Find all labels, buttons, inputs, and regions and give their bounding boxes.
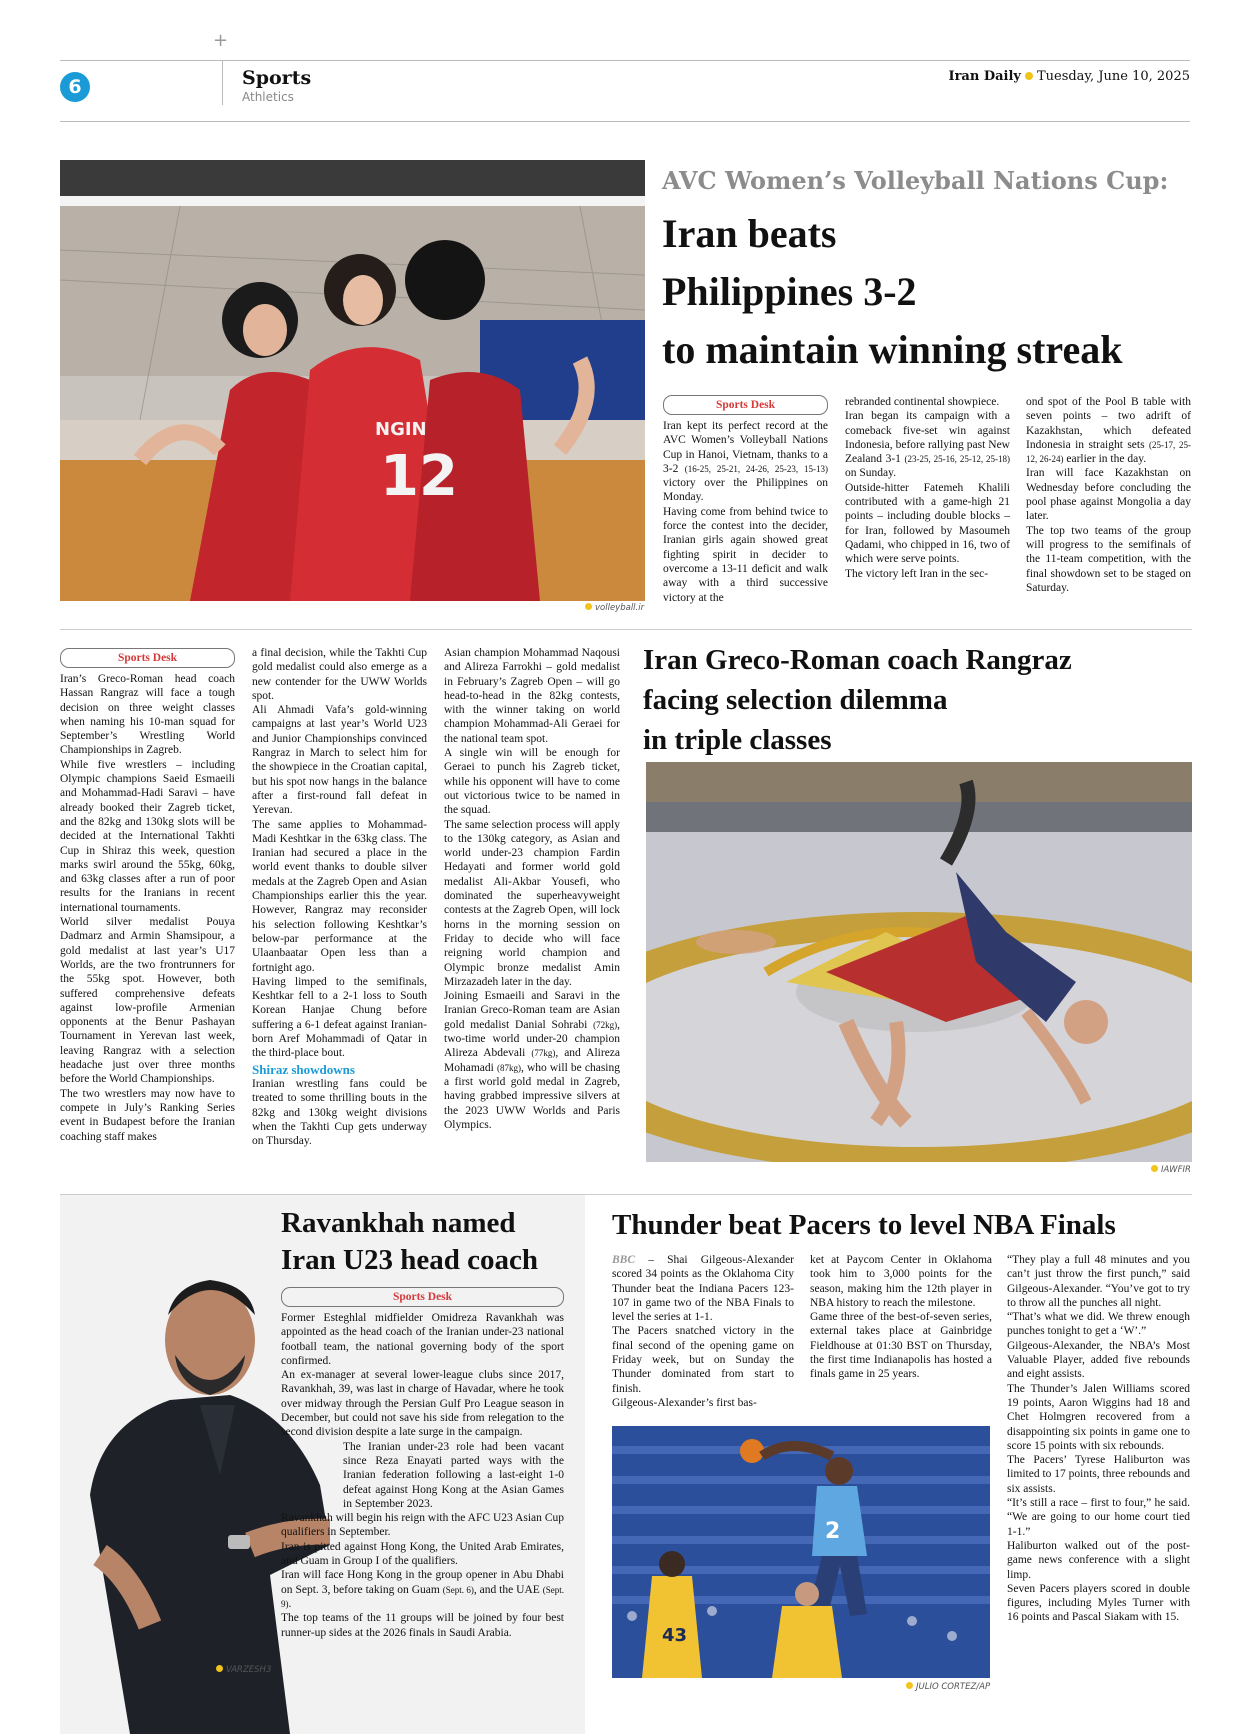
volleyball-column-1: Sports Desk Iran kept its perfect record at the AVC Women’s Volleyball Nations Cup in Hanoi, Vietnam, thanks to a 3-2 (16-25, 25-21, 24-26, 25-23, 15-13) victory over the Philippines on Monday. Having come from behind twice to force the contest into the decider, Iranian girls again showed great fighting spirit in decider to overcome a 13-11 deficit and walk away with a third successive victory at the	[663, 395, 828, 605]
wrestling-column-3: Asian champion Mohammad Naqousi and Alireza Farrokhi – gold medalist in February’s Zagreb Open – will go head-to-head in the 82kg contests, with the winner taking on world champion Mohammad-Ali Geraei for the national team spot. A single win will be enough for Geraei to punch his Zagreb ticket, while his opponent will have to come out victorious twice to be named in the squad. The same selection process will apply to the 130kg category, as Asian and world under-23 champion Fardin Hedayati and former world gold medalist Ali-Akbar Yousefi, who dominated the superheavyweight contests at the Zagreb Open, will lock horns in the morning session on Friday to decide who will face reigning world champion and Olympic bronze medalist Amin Mirzazadeh later in the day. Joining Esmaeili and Saravi in the Iranian Greco-Roman team are Asian gold medalist Danial Sohrabi (72kg), two-time world under-20 champion Alireza Abdevali (77kg), and Alireza Mohamadi (87kg), who will be chasing a first world gold medal in Zagreb, having grabbed impressive silvers at the 2023 UWW Worlds and Paris Olympics.	[444, 647, 621, 1131]
wrestling-column-1: Sports Desk Iran’s Greco-Roman head coach Hassan Rangraz will face a tough decision on three weight classes when naming his 10-man squad for September’s Wrestling World Championships in Zagreb. While five wrestlers – including Olympic champions Saeid Esmaeili and Mohammad-Hadi Saravi – have already booked their Zagreb ticket, and the 82kg and 130kg slots will be decided at the International Takhti Cup in Shiraz this week, question marks swirl around the 55kg, 60kg, and 63kg classes after a run of poor results for the Iranians in recent international tournaments. World silver medalist Pouya Dadmarz and Armin Shamsipour, a gold medalist at last year’s U17 Worlds, are the two frontrunners for the 55kg spot. However, both suffered comprehensive defeats against low-profile Armenian opponents at the Benur Pashayan Tournament in Yerevan last week, leaving Rangraz with a selection headache just over three months before the World Championships. The two wrestlers may now have to compete in July’s Ranking Series event in Budapest before the Iranian coaching staff makes	[60, 648, 235, 1144]
wrestling-headline	[643, 640, 1193, 760]
nba-ind-jersey-number: 43	[662, 1625, 688, 1646]
wrestling-column-2: a final decision, while the Takhti Cup gold medalist could also emerge as a new contender for the UWW Worlds spot. Ali Ahmadi Vafa’s gold-winning campaigns at last year’s World U23 and Junior Championships convinced Rangraz in March to select him for the showpiece in the Croatian capital, but his spot now hangs in the balance after a first-round fall defeat in Yerevan. The same applies to Mohammad-Madi Keshtkar in the 63kg class. The Iranian had secured a place in the world event thanks to double silver medals at the Zagreb Open and Asian Championships earlier this the year. However, Rangraz may reconsider his selection following Keshtkar’s below-par performance at the Ulaanbaatar Open less than a fortnight ago. Having limped to the semifinals, Keshtkar fell to a 2-1 loss to South Korean Hanjae Chung before suffering a 6-1 defeat against Iranian-born Aref Mohammadi of Qatar in the third-place bout. Shiraz showdowns Iranian wrestling fans could be treated to some thrilling bouts in the 82kg and 130kg weight divisions when the Takhti Cup gets underway on Thursday.	[252, 647, 427, 1148]
header-bottom-rule	[60, 121, 1190, 122]
nba-column-3: “They play a full 48 minutes and you can’t just throw the first punch,” said Gilgeous-Alexander. “You’ve got to try to throw all the punches all night. “That’s what we did. We threw enough punches tonight to get a ‘W’.” Gilgeous-Alexander, the NBA’s Most Valuable Player, added five rebounds and eight assists. The Thunder’s Jalen Williams scored 19 points, Aaron Wiggins had 18 and Chet Holmgren recovered from a disappointing six points in game one to score 15 points with six rebounds. The Pacers’ Tyrese Haliburton was limited to 17 points, three rebounds and six assists. “It’s still a race – first to four,” he said. “We are going to our home court tied 1-1.” Haliburton walked out of the post-game news conference with a slight limp. Seven Pacers players scored in double figures, including Myles Turner with 16 points and Pascal Siakam with 15.	[1007, 1254, 1191, 1624]
volleyball-column-2: rebranded continental showpiece. Iran began its campaign with a comeback five-set win against Indonesia, before rallying past New Zealand 3-1 (23-25, 25-16, 25-12, 25-18) on Sunday. Outside-hitter Fatemeh Khalili contributed with a game-high 21 points – including double blocks – for Iran, followed by Masoumeh Qadami, who chipped in 16, two of which were serve points. The victory left Iran in the sec-	[845, 396, 1010, 580]
headline-line: Philippines 3-2	[662, 269, 917, 314]
subsection-title: Athletics	[242, 90, 294, 104]
plus-mark: +	[213, 30, 229, 51]
nba-column-1: BBC – Shai Gilgeous-Alexander scored 34 points as the Oklahoma City Thunder beat the Indiana Pacers 123-107 in game two of the NBA Finals to level the series at 1-1. The Pacers snatched victory in the final second of the opening game on Friday week, but on Sunday the Thunder dominated from start to finish. Gilgeous-Alexander’s first bas-	[612, 1254, 794, 1409]
nba-photo	[612, 1426, 990, 1678]
ravankhah-photo-credit: VARZESH3	[216, 1665, 271, 1675]
desk-byline: Sports Desk	[60, 648, 235, 668]
volleyball-jersey-number: 12	[380, 444, 458, 509]
page-number: 6	[60, 72, 90, 102]
volleyball-photo	[60, 160, 645, 601]
section-title: Sports	[242, 67, 312, 89]
ravankhah-body: Sports Desk Former Esteghlal midfielder Omidreza Ravankhah was appointed as the head coach of the Iranian under-23 national football team, the national governing body of the sport confirmed. An ex-manager at several lower-league clubs since 2017, Ravankhah, 39, was last in charge of Havadar, where he took over midway through the Persian Gulf Pro League season in December, but could not save his side from relegation to the second division despite a late surge in the campaign. The Iranian under-23 role had been vacant since Reza Enayati parted ways with the Iranian federation following a last-eight 1-0 defeat against Hong Kong at the Asian Games in September 2023. Ravankhah will begin his reign with the AFC U23 Asian Cup qualifiers in September. Iran is pitted against Hong Kong, the United Arab Emirates, and Guam in Group I of the qualifiers. Iran will face Hong Kong in the group opener in Abu Dhabi on Sept. 3, before taking on Guam (Sept. 6), and the UAE (Sept. 9). The top teams of the 11 groups will be joined by four best runner-up sides at the 2026 finals in Saudi Arabia.	[281, 1287, 564, 1640]
header-divider	[222, 60, 223, 105]
nba-source: BBC	[612, 1254, 636, 1266]
headline-line: in triple classes	[643, 724, 832, 756]
volleyball-jersey-name: NGIN	[375, 419, 427, 440]
volleyball-column-3: ond spot of the Pool B table with seven points – two adrift of Kazakhstan, which defeated Indonesia in straight sets (25-17, 25-12, 26-24) earlier in the day. Iran will face Kazakhstan on Wednesday before concluding the pool phase against Mongolia a day later. The top two teams of the group will progress to the semifinals of the 11-team competition, with the final showdown set to be staged on Saturday.	[1026, 396, 1191, 594]
masthead	[948, 69, 1190, 84]
wrestling-subhead: Shiraz showdowns	[252, 1061, 355, 1077]
headline-line: Iran beats	[662, 211, 837, 256]
headline-line: to maintain winning streak	[662, 327, 1123, 372]
ravankhah-headline	[281, 1205, 581, 1279]
wrestling-photo-credit: IAWFIR	[1151, 1165, 1191, 1175]
issue-date: Tuesday, June 10, 2025	[1036, 69, 1190, 84]
wrestling-photo	[646, 762, 1192, 1162]
nba-photo-credit: JULIO CORTEZ/AP	[906, 1682, 990, 1692]
publication-name: Iran Daily	[948, 69, 1021, 84]
headline-line: Iran Greco-Roman coach Rangraz	[643, 644, 1072, 676]
volleyball-photo-credit: volleyball.ir	[585, 603, 644, 613]
desk-byline: Sports Desk	[663, 395, 828, 415]
divider	[60, 629, 1192, 630]
desk-byline: Sports Desk	[281, 1287, 564, 1307]
dot-separator	[1025, 72, 1033, 80]
nba-okc-jersey-number: 2	[825, 1519, 841, 1544]
nba-column-2: ket at Paycom Center in Oklahoma took him to 3,000 points for the season, making him the 12th player in NBA history to reach the milestone. Game three of the best-of-seven series, external takes place at Gainbridge Fieldhouse at 01:30 BST on Thursday, the first time Indianapolis has hosted a finals game in 25 years.	[810, 1254, 992, 1381]
header-top-rule	[60, 60, 1190, 61]
headline-line: facing selection dilemma	[643, 684, 948, 716]
nba-headline: Thunder beat Pacers to level NBA Finals	[612, 1209, 1116, 1241]
headline-line: Ravankhah named	[281, 1207, 516, 1239]
headline-line: Iran U23 head coach	[281, 1244, 538, 1276]
volleyball-kicker: AVC Women’s Volleyball Nations Cup:	[662, 166, 1169, 195]
volleyball-headline	[662, 205, 1202, 379]
